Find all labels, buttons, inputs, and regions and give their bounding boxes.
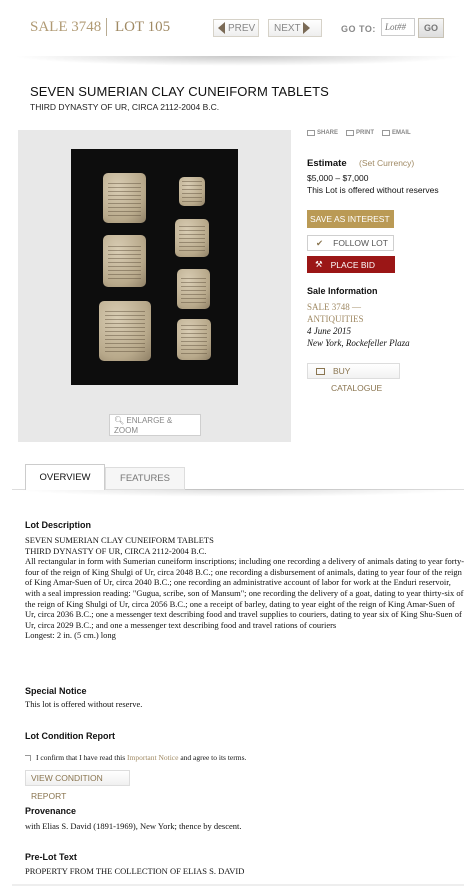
tablet-image — [175, 219, 209, 257]
confirm-checkbox[interactable] — [25, 755, 31, 761]
next-label: NEXT — [274, 22, 301, 34]
arrow-right-icon — [303, 22, 310, 34]
buy-label: BUY — [333, 366, 351, 376]
go-button[interactable]: GO — [418, 18, 444, 38]
save-as-interest-button[interactable]: SAVE AS INTEREST — [307, 210, 394, 228]
desc-title: SEVEN SUMERIAN CLAY CUNEIFORM TABLETS — [25, 535, 214, 545]
bottom-divider — [12, 884, 464, 886]
sale-number: SALE 3748 — [30, 19, 102, 35]
view-condition-report-button[interactable]: VIEW CONDITION — [25, 770, 130, 786]
sale-location: New York, Rockefeller Plaza — [307, 338, 410, 348]
lot-number-input[interactable] — [381, 18, 415, 36]
tablet-image — [99, 301, 151, 361]
email-icon — [382, 130, 390, 136]
tablet-image — [103, 235, 146, 287]
prelot-heading: Pre-Lot Text — [25, 852, 77, 862]
gavel-icon: ⚒ — [315, 259, 323, 269]
print-button[interactable] — [346, 130, 374, 136]
share-button[interactable] — [307, 130, 338, 136]
magnifier-icon: 🔍︎ — [114, 416, 125, 425]
desc-dimensions: Longest: 2 in. (5 cm.) long — [25, 630, 116, 641]
report-label[interactable]: REPORT — [31, 791, 67, 801]
share-icon — [307, 130, 315, 136]
enlarge-zoom-button[interactable] — [109, 414, 201, 436]
tab-shadow — [12, 489, 464, 497]
prelot-text: PROPERTY FROM THE COLLECTION OF ELIAS S. DAVID — [25, 866, 245, 876]
place-bid-button[interactable] — [307, 256, 395, 273]
reserve-note: This Lot is offered without reserves — [307, 185, 439, 195]
special-notice-heading: Special Notice — [25, 686, 87, 696]
confirm-text-pre: I confirm that I have read this — [36, 753, 126, 762]
lot-description-heading: Lot Description — [25, 520, 92, 530]
confirm-notice — [25, 753, 246, 764]
sale-link-line1: SALE 3748 — — [307, 302, 361, 312]
set-currency-link[interactable]: (Set Currency) — [359, 158, 415, 168]
tablet-image — [103, 173, 146, 223]
catalogue-label[interactable]: CATALOGUE — [331, 383, 383, 393]
follow-lot-button[interactable] — [307, 235, 394, 251]
buy-catalogue-button[interactable] — [307, 363, 400, 379]
provenance-text: with Elias S. David (1891-1969), New York; thence by descent. — [25, 821, 242, 831]
confirm-text-post: and agree to its terms. — [180, 753, 247, 762]
print-label: PRINT — [356, 130, 375, 136]
share-row — [307, 130, 411, 136]
tab-features[interactable]: FEATURES — [105, 467, 185, 490]
sale-info-heading: Sale Information — [307, 286, 378, 296]
prev-label: PREV — [228, 22, 256, 34]
checkmark-icon: ✔ — [316, 237, 324, 248]
place-bid-label: PLACE BID — [330, 259, 376, 270]
header-shadow — [12, 56, 464, 66]
lot-description — [25, 535, 465, 641]
email-button[interactable] — [382, 130, 411, 136]
sale-link[interactable] — [307, 301, 407, 325]
email-label: EMAIL — [392, 130, 411, 136]
lot-photo[interactable] — [71, 149, 238, 385]
header-divider — [106, 18, 107, 36]
follow-lot-label: FOLLOW LOT — [333, 238, 388, 248]
enlarge-label: ENLARGE & ZOOM — [114, 416, 173, 435]
catalogue-icon — [316, 368, 325, 375]
share-label: SHARE — [317, 130, 339, 136]
arrow-left-icon — [218, 22, 225, 34]
estimate-label: Estimate — [307, 158, 347, 169]
special-notice-text: This lot is offered without reserve. — [25, 699, 143, 709]
goto-label: GO TO: — [341, 24, 376, 34]
sale-link-line2: ANTIQUITIES — [307, 314, 364, 324]
important-notice-link[interactable]: Important Notice — [127, 753, 179, 762]
desc-subtitle: THIRD DYNASTY OF UR, CIRCA 2112-2004 B.C. — [25, 545, 207, 556]
tablet-image — [179, 177, 205, 206]
estimate-value: $5,000 – $7,000 — [307, 173, 369, 183]
lot-title: SEVEN SUMERIAN CLAY CUNEIFORM TABLETS — [30, 84, 329, 99]
tablet-image — [177, 269, 210, 309]
provenance-heading: Provenance — [25, 806, 77, 816]
tablet-image — [177, 319, 211, 360]
prev-lot-button[interactable] — [213, 19, 259, 37]
lot-number: LOT 105 — [115, 19, 171, 35]
next-lot-button[interactable] — [268, 19, 322, 37]
lot-subtitle: THIRD DYNASTY OF UR, CIRCA 2112-2004 B.C. — [30, 102, 220, 112]
sale-date: 4 June 2015 — [307, 326, 351, 336]
print-icon — [346, 130, 354, 136]
tab-overview[interactable]: OVERVIEW — [25, 464, 105, 490]
desc-body: All rectangular in form with Sumerian cuneiform inscriptions; including one recording a delivery of animals dating to year forty-four of the reign of King Shulgi of Ur, circa 2048 B.C.; one recording a disbursement of animals, dating to year four of the reign of King Amar-Suen of Ur, circa 2040 B.C.; one recording an administrative account of labor for work at the Enduri reservoir, with a seal impression reading: "Gugua, scribe, son of Mansum"; one recording the delivery of a goat, dating to year thirty-six of the reign of King Shulgi of Ur, circa 2056 B.C.; one a receipt of barley, dating to year eight of the reign of King Amar-Suen of Ur, circa 2036 B.C.; one a messenger text describing food and travel supplies to couriers, dating to year six of King Shu-Suen of Ur, circa 2029 B.C.; and one a messenger text describing food and travel rations of couriers — [25, 556, 465, 630]
condition-report-heading: Lot Condition Report — [25, 731, 115, 741]
